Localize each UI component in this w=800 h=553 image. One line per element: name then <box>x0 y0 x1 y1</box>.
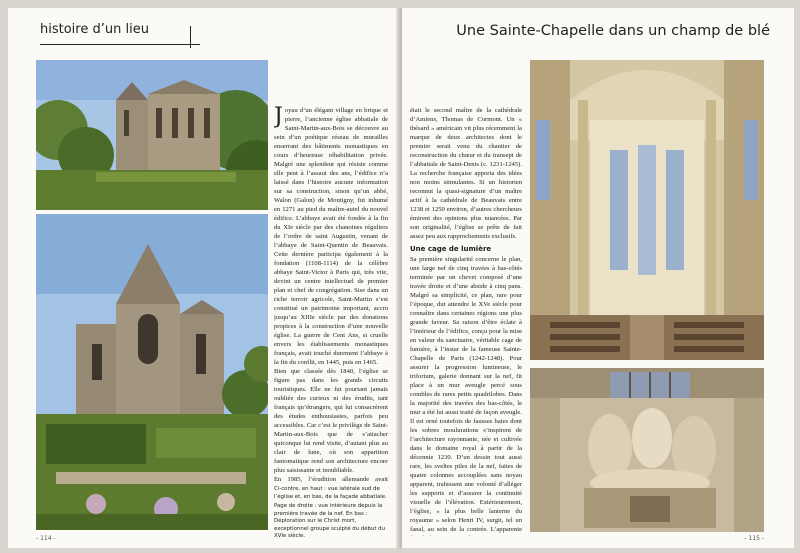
photo-captions <box>274 486 388 542</box>
nave-interior-photo <box>530 60 764 360</box>
sculpture-group-photo <box>530 368 764 532</box>
nave-interior-illustration <box>530 60 764 360</box>
header-rule <box>40 44 200 45</box>
church-facade-photo <box>36 214 268 530</box>
left-paragraph-2: Bien que classée dès 1840, l’église se figure pas dans les grands circuits touristiques. Elle ne fut pourtant jamais oubliée des curieux ni des érudits, tant français qu’étrangers, qui lui consacrèrent des études enthousiastes, parfois peu accessibles. Car c’est le privilège de Saint-Martin-aux-Bois que de s’attacher quiconque lui rend visite, d’autant plus au clair de lune, où son apparition fantomatique rend son architecture encore plus saisissante et inoubliable. <box>274 368 388 474</box>
right-page <box>402 8 794 548</box>
left-page <box>8 8 400 548</box>
left-paragraph-3: En 1985, l’érudition allemande avait <box>274 476 388 482</box>
right-paragraph-2: Sa première singularité concerne le plan, une large nef de cinq travées à bas-côtés terminée par un chevet composé d’une travée droite et d’une abside à cinq pans. Malgré sa simplicité, ce plan, rare pour l’époque, dut attendre le XVe siècle pour connaître dans certaines régions une plus grande faveur. Sa raison d’être éclate à l’intérieur de l’édifice, conçu pour la mise en valeur du sanctuaire, véritable cage de lumière, à l’instar de la fameuse Sainte-Chapelle de Paris (1242-1248). Pour assurer la progression lumineuse, le triforium, galerie donnant sur la nef, fit place à un mur aveugle percé sous combles de rares petits quadrilobes. Dans la majorité des travées des bas-côtés, le mur a été lui aussi traité de façon aveugle. Il est orné toutefois de fausses baies dont les sobres moulurations s’inspirent de l’architecture rayonnante, née et cultivée dans le domaine royal à partir de la décennie 1230. D’un dessin tout aussi rare, les sveltes piles de la nef, faites de quatre colonnes accouplées sans noyau apparent, trahissent une volonté d’alléger les supports et d’assurer la continuité visuelle de l’élévation. Extérieurement, l’église, « la plus belle lanterne du royaume » selon Henri IV, surgit, tel un fanal, au sein de la contrée. L’apparente <box>410 256 522 533</box>
right-paragraph-1: était le second maître de la cathédrale d’Amiens, Thomas de Cormont. Un « thésard » américain vit plus récemment la marque de deux architectes dont le premier serait venu du chantier de reconstruction du chœur et du transept de l’abbatiale de Saint-Denis (c. 1231-1245). La recherche française apporta des idées non moins stimulantes. Si un historien reconnut la quasi-signature d’un maître actif à la cathédrale de Beauvais entre 1238 et 1250 environ, d’autres chercheurs émirent des opinions plus nuancées. Par son originalité, l’église se prête de fait assez peu aux rapprochements exclusifs. <box>410 107 522 240</box>
section-header: histoire d’un lieu <box>40 22 149 37</box>
page-number-right: - 115 - <box>744 535 764 542</box>
page-number-left: - 114 - <box>36 535 56 542</box>
sculpture-group-illustration <box>530 368 764 532</box>
caption-left-photos: Ci-contre, en haut : vue latérale sud de l’église et, en bas, de la façade abbatiale. <box>274 486 387 500</box>
church-side-photo <box>36 60 268 210</box>
right-body-text <box>410 106 522 536</box>
left-paragraph-1: oyau d’un élégant village en brique et pierre, l’ancienne église abbatiale de Saint-Martin-aux-Bois se découvre au sein d’un poétique réseau de murailles enserrant des bâtiments monastiques en cours d’heureuse réhabilitation privée. Malgré une splendeur qui résiste comme elle peut à l’assaut des ans, l’édifice n’a laissé dans l’histoire aucune information sur sa construction, sinon qu’un abbé, Walon (Galon) de Montigny, fut inhumé en 1271 au pied du maître-autel du nouvel édifice. L’abbaye avait été fondée à la fin du XIe siècle par des chanoines réguliers de l’ordre de saint Augustin, venant de l’abbaye de Saint-Quentin de Beauvais. Cette dernière participa également à la fondation (1108-1114) de la célèbre abbaye Saint-Victor à Paris qui, très vite, devint un centre intellectuel de premier plan et chef de congrégation. Sise dans un riche terroir agricole, Saint-Martin s’est constitué un patrimoine important, accru jusqu’au XIIIe siècle par des donations propices à la construction d’une nouvelle église. La guerre de Cent Ans, si cruelle envers les établissements monastiques français, avait touché durement l’abbaye à la fin du conflit, en 1445, puis en 1465. <box>274 107 388 366</box>
church-facade-illustration <box>36 214 268 530</box>
left-body-text <box>274 106 388 482</box>
drop-cap: J <box>274 106 283 129</box>
subheading: Une cage de lumière <box>410 245 492 253</box>
church-side-illustration <box>36 60 268 210</box>
article-title: Une Sainte-Chapelle dans un champ de blé <box>456 23 770 39</box>
caption-right-photos: Page de droite : vue intérieure depuis la première travée de la nef. En bas : Déploration sur le Christ mort, exceptionnel groupe sculpté du début du XVIe siècle. <box>274 503 386 539</box>
